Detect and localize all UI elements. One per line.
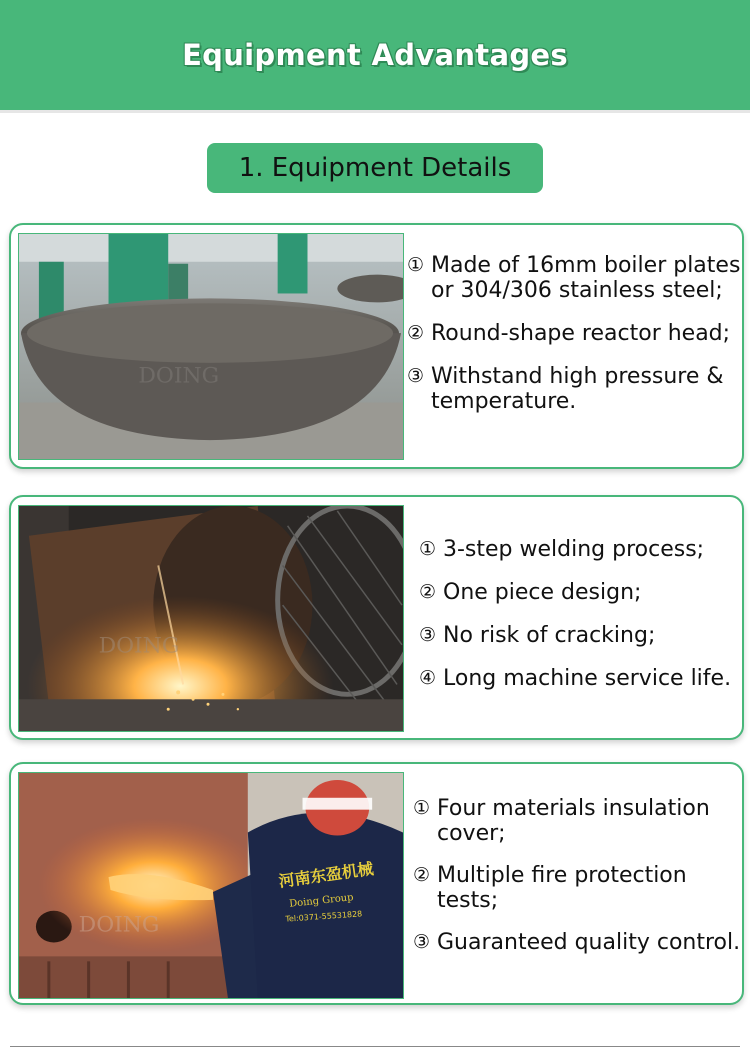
reactor-head-photo: [18, 233, 404, 460]
list-item: ③ Withstand high pressure & temperature.: [407, 364, 724, 414]
advantage-card-1: [9, 223, 744, 469]
list-item: ③ No risk of cracking;: [419, 623, 656, 648]
list-item: ① Four materials insulation cover;: [413, 796, 710, 846]
page-header: [0, 0, 750, 113]
advantage-card-3: [9, 762, 744, 1005]
list-item: ① Made of 16mm boiler plates or 304/306 stainless steel;: [407, 253, 741, 303]
page-title: Equipment Advantages: [182, 38, 568, 72]
watermark-text: DOING: [98, 633, 180, 659]
list-item: ② One piece design;: [419, 580, 642, 605]
shirt-phone: Tel:0371-55531828: [285, 909, 363, 924]
list-item: ④ Long machine service life.: [419, 666, 732, 691]
list-item: ③ Guaranteed quality control.: [413, 930, 741, 955]
list-item: ① 3-step welding process;: [419, 537, 705, 562]
section-label: 1. Equipment Details: [207, 143, 543, 193]
feature-list: [413, 796, 743, 972]
welding-photo: [18, 505, 404, 732]
advantage-card-2: [9, 495, 744, 740]
fire-test-photo: [18, 772, 404, 999]
shirt-text-english: Doing Group: [288, 892, 355, 910]
list-item: ② Multiple fire protection tests;: [413, 863, 687, 913]
watermark-text: DOING: [138, 363, 220, 389]
watermark-text: DOING: [78, 912, 160, 938]
feature-list: [407, 253, 741, 432]
feature-list: [419, 537, 741, 709]
shirt-text-chinese: 河南东盈机械: [277, 858, 375, 891]
list-item: ② Round-shape reactor head;: [407, 321, 731, 346]
footer-divider: [10, 1046, 740, 1047]
